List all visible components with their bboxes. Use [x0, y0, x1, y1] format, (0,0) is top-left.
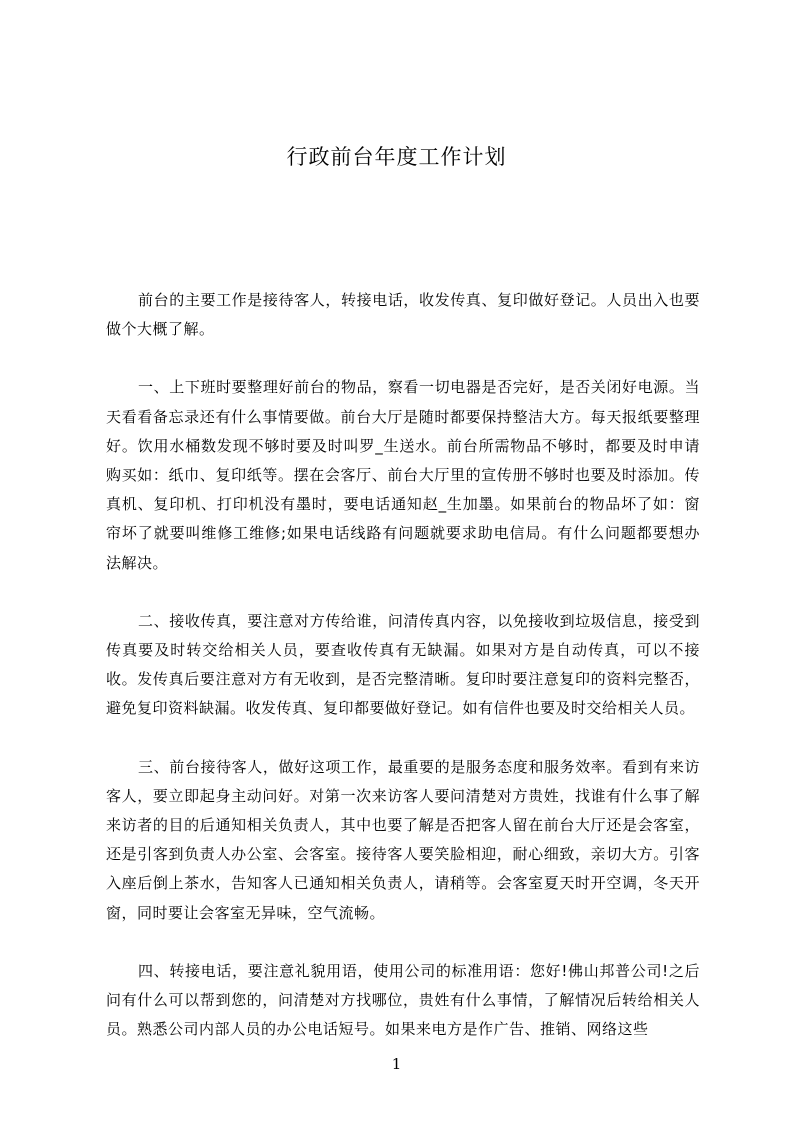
- paragraph-section-2: 二、接收传真，要注意对方传给谁，问清传真内容，以免接收到垃圾信息，接受到传真要及时转交给相关人员，要查收传真有无缺漏。如果对方是自动传真，可以不接收。发传真后要注意对方有无收到，是否完整清晰。复印时要注意复印的资料完整否，避免复印资料缺漏。收发传真、复印都要做好登记。如有信件也要及时交给相关人员。: [106, 611, 700, 718]
- page-number: 1: [391, 1055, 402, 1073]
- paragraph-intro: 前台的主要工作是接待客人，转接电话，收发传真、复印做好登记。人员出入也要做个大概了解。: [106, 291, 700, 339]
- paragraph-section-4: 四、转接电话，要注意礼貌用语，使用公司的标准用语：您好!佛山邦普公司!之后问有什么可以帮到您的，问清楚对方找哪位，贵姓有什么事情，了解情况后转给相关人员。熟悉公司内部人员的办公电话短号。如果来电方是作广告、推销、网络这些: [106, 961, 700, 1039]
- document-body: [106, 286, 700, 1073]
- paragraph-section-1: 一、上下班时要整理好前台的物品，察看一切电器是否完好，是否关闭好电源。当天看看备忘录还有什么事情要做。前台大厅是随时都要保持整洁大方。每天报纸要整理好。饮用水桶数发现不够时要及时叫罗_生送水。前台所需物品不够时，都要及时申请购买如：纸巾、复印纸等。摆在会客厅、前台大厅里的宣传册不够时也要及时添加。传真机、复印机、打印机没有墨时，要电话通知赵_生加墨。如果前台的物品坏了如：窗帘坏了就要叫维修工维修;如果电话线路有问题就要求助电信局。有什么问题都要想办法解决。: [106, 378, 700, 572]
- document-title: 行政前台年度工作计划: [286, 145, 507, 169]
- paragraph-section-3: 三、前台接待客人，做好这项工作，最重要的是服务态度和服务效率。看到有来访客人，要立即起身主动问好。对第一次来访客人要问清楚对方贵姓，找谁有什么事了解来访者的目的后通知相关负责人，其中也要了解是否把客人留在前台大厅还是会客室，还是引客到负责人办公室、会客室。接待客人要笑脸相迎，耐心细致，亲切大方。引客入座后倒上茶水，告知客人已通知相关负责人，请稍等。会客室夏天时开空调，冬天开窗，同时要让会客室无异味，空气流畅。: [106, 757, 700, 922]
